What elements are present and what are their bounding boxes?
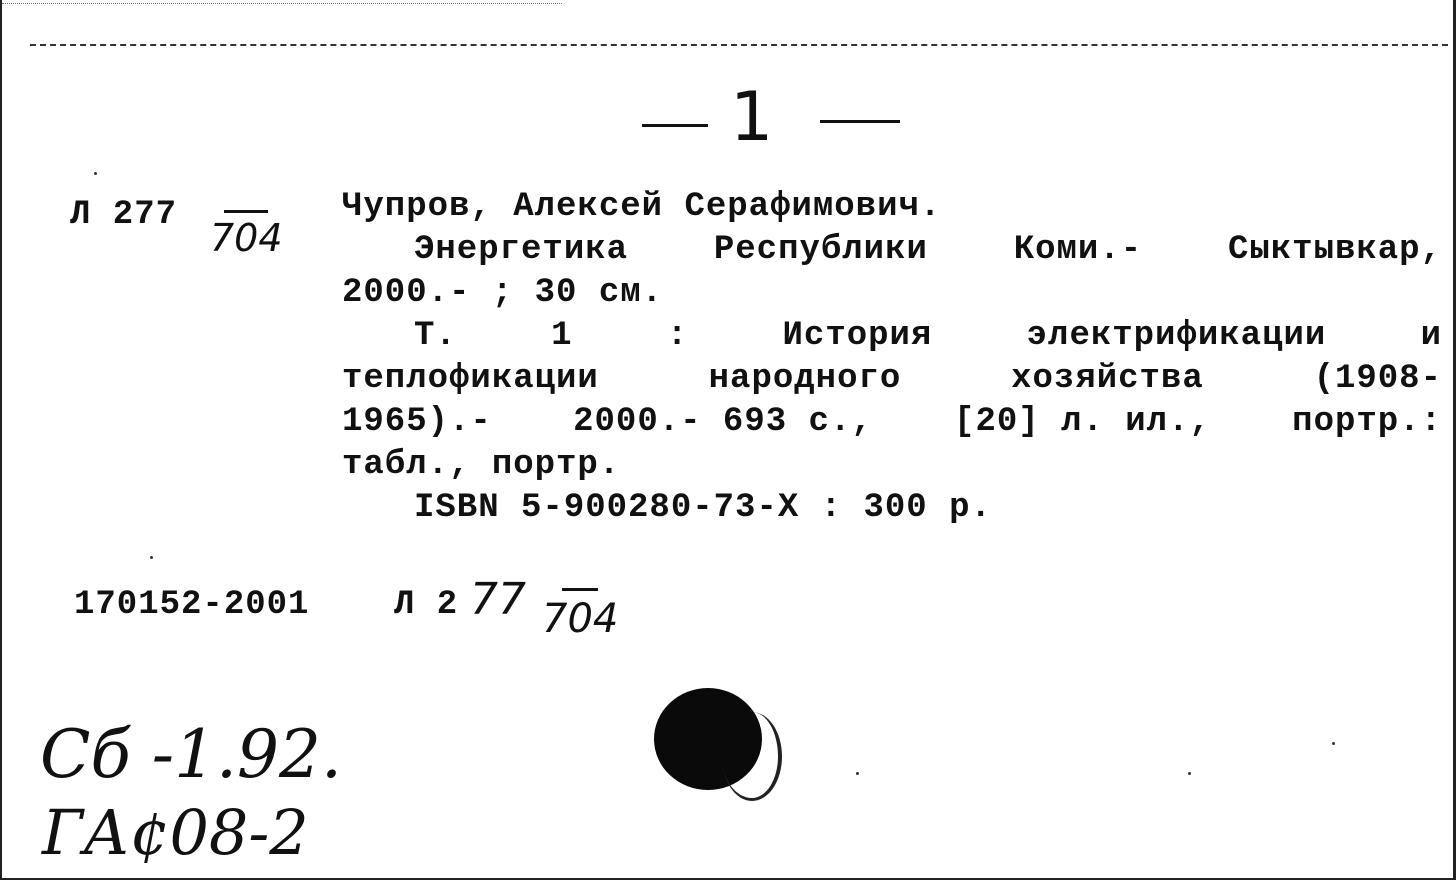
accession-call-handwritten: 77 <box>470 574 526 625</box>
top-divider-line <box>30 44 1448 46</box>
volume-word: хозяйства <box>1011 360 1204 398</box>
volume-word: [20] л. ил., <box>954 403 1211 441</box>
volume-word: электрификации <box>1026 317 1327 355</box>
call-number-suffix: 704 <box>210 216 283 260</box>
volume-word: : <box>666 317 689 355</box>
volume-word: теплофикации <box>342 360 599 398</box>
sequence-dash-left <box>642 124 708 127</box>
volume-line-2 <box>342 358 1442 401</box>
scan-speck <box>150 556 153 559</box>
imprint-line: 2000.- ; 30 см. <box>342 274 664 312</box>
volume-word: Т. <box>414 317 457 355</box>
handwritten-note-1: Сб -1.92. <box>40 716 342 793</box>
top-edge-specks <box>2 3 562 4</box>
title-word: Коми.- <box>1013 231 1143 269</box>
volume-word: 1965).- <box>342 403 492 441</box>
handwritten-note-2: ГА¢08-2 <box>42 796 309 869</box>
call-number-fraction-bar <box>224 210 268 213</box>
volume-word: История <box>782 317 933 355</box>
title-word: Сыктывкар, <box>1227 231 1442 269</box>
scan-speck <box>94 172 97 175</box>
bibliographic-description <box>342 186 1442 530</box>
call-number-prefix: Л 277 <box>70 196 178 234</box>
volume-word: народного <box>708 360 902 398</box>
title-word: Республики <box>713 231 928 269</box>
author-heading: Чупров, Алексей Серафимович. <box>342 188 942 226</box>
volume-word: (1908- <box>1313 360 1442 398</box>
accession-fraction-bar <box>562 588 598 591</box>
scan-speck <box>1188 772 1191 775</box>
title-word: Энергетика <box>414 231 629 269</box>
volume-word: портр.: <box>1292 403 1442 441</box>
scan-speck <box>1332 742 1335 745</box>
accession-call-prefix: Л 2 <box>394 586 459 624</box>
sequence-number: 1 <box>730 78 774 157</box>
accession-call-suffix: 704 <box>542 596 619 642</box>
volume-line-4: табл., портр. <box>342 446 621 484</box>
punch-hole-rim <box>722 712 782 801</box>
volume-line-3 <box>342 401 1442 444</box>
volume-line-1 <box>342 315 1442 358</box>
title-line <box>342 229 1442 272</box>
isbn-line: ISBN 5-900280-73-X : 300 р. <box>414 489 992 527</box>
volume-word: 2000.- 693 с., <box>573 403 873 441</box>
scan-speck <box>856 772 859 775</box>
volume-word: и <box>1420 317 1442 355</box>
volume-word: 1 <box>551 317 573 355</box>
sequence-dash-right <box>820 120 900 123</box>
accession-number: 170152-2001 <box>74 586 310 624</box>
